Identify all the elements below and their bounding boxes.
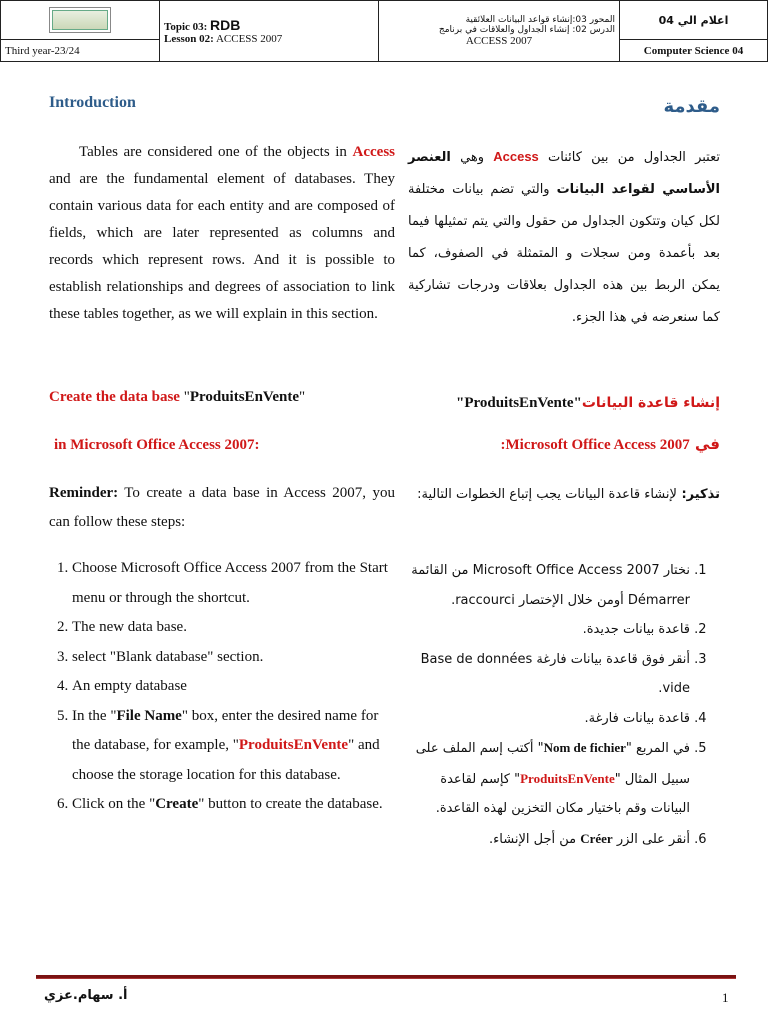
access-keyword-ar: Access [493, 149, 539, 164]
arabic-subject: اعلام الي 04 [620, 1, 768, 40]
arabic-topic-cell [379, 1, 620, 62]
intro-paragraph-en: Tables are considered one of the objects in Access and are the fundamental element of databases. They contain various data for each entity and are composed of fields, which are later represented as columns and records which represent rows. And it is possible to establish relationships and degrees of association to link these tables together, as we will explain in this section. [49, 144, 395, 322]
step-ar-2: 2. قاعدة بيانات جديدة. [400, 615, 690, 645]
lesson-value: ACCESS 2007 [215, 33, 283, 45]
step-ar-5: 5. في المربع "Nom de fichier" أكتب إسم الملف على سبيل المثال "ProduitsEnVente" كإسم لقاعدة البيانات وقم باختيار مكان التخزين لهذه القاعدة. [400, 733, 690, 824]
steps-list-ar [400, 556, 730, 854]
lesson-label: Lesson 02: [164, 33, 214, 45]
intro-title-ar: مقدمة [663, 96, 720, 117]
arabic-axis: المحور 03:إنشاء قواعد البيانات العلائقية [465, 15, 615, 25]
step-en-6: 6. Click on the "Create" button to create the database. [72, 790, 398, 820]
reminder-en: Reminder: To create a data base in Access 2007, you can follow these steps: [49, 485, 395, 530]
footer-author: أ. سهام.عزي [44, 988, 128, 1003]
page-header [0, 0, 768, 62]
access-keyword: Access [352, 144, 395, 160]
footer-divider [36, 975, 736, 979]
intro-paragraph-ar: تعتبر الجداول من بين كائنات Access وهي العنصر الأساسي لقواعد البيانات والتي تضم بيانات مختلفة لكل كيان وتتكون الجداول من حقول والتي يتم تمثيلها فيما بعد بأعمدة ومن سجلات و المتمثلة في الصفوف، كما يمكن الربط بين هذه الجداول بعلاقات ودرجات تشاركية كما سنعرضه في هذا الجزء. [408, 149, 720, 325]
step-ar-3: 3. أنقر فوق قاعدة بيانات فارغة Base de données vide. [400, 645, 690, 704]
topic-cell [160, 1, 379, 62]
create-db-subheading-ar: في Microsoft Office Access 2007: [500, 435, 720, 453]
topic-label: Topic 03: [164, 21, 208, 33]
create-db-heading-en: Create the data base "ProduitsEnVente" [49, 389, 306, 405]
logo-cell [1, 1, 160, 40]
step-ar-6: 6. أنقر على الزر Créer من أجل الإنشاء. [400, 824, 690, 855]
step-ar-4: 4. قاعدة بيانات فارغة. [400, 704, 690, 734]
step-en-3: 3. select "Blank database" section. [72, 643, 398, 673]
intro-title-en: Introduction [49, 94, 136, 111]
step-en-1: 1. Choose Microsoft Office Access 2007 from the Start menu or through the shortcut. [72, 554, 398, 613]
school-logo-icon [49, 7, 111, 33]
step-ar-1: 1. نختار Microsoft Office Access 2007 من القائمة Démarrer أومن خلال الإختصار raccourci. [400, 556, 690, 615]
step-en-4: 4. An empty database [72, 672, 398, 702]
subject-english: Computer Science 04 [620, 40, 768, 62]
topic-value: RDB [210, 17, 241, 33]
step-en-2: 2. The new data base. [72, 613, 398, 643]
create-db-heading-ar: إنشاء قاعدة البيانات"ProduitsEnVente" [456, 395, 720, 411]
reminder-ar: تذكير: لإنشاء قاعدة البيانات يجب إتباع الخطوات التالية: [417, 487, 720, 502]
page-number: 1 [722, 990, 729, 1005]
school-year: Third year-23/24 [1, 40, 160, 62]
create-db-subheading-en: in Microsoft Office Access 2007: [54, 437, 260, 453]
steps-list-en [26, 554, 398, 820]
arabic-lesson-sub: ACCESS 2007 [465, 35, 533, 47]
arabic-lesson: الدرس 02: إنشاء الجداول والعلاقات في برنامج [438, 25, 615, 35]
step-en-5: 5. In the "File Name" box, enter the desired name for the database, for example, "ProduitsEnVente" and choose the storage location for this database. [72, 702, 398, 791]
